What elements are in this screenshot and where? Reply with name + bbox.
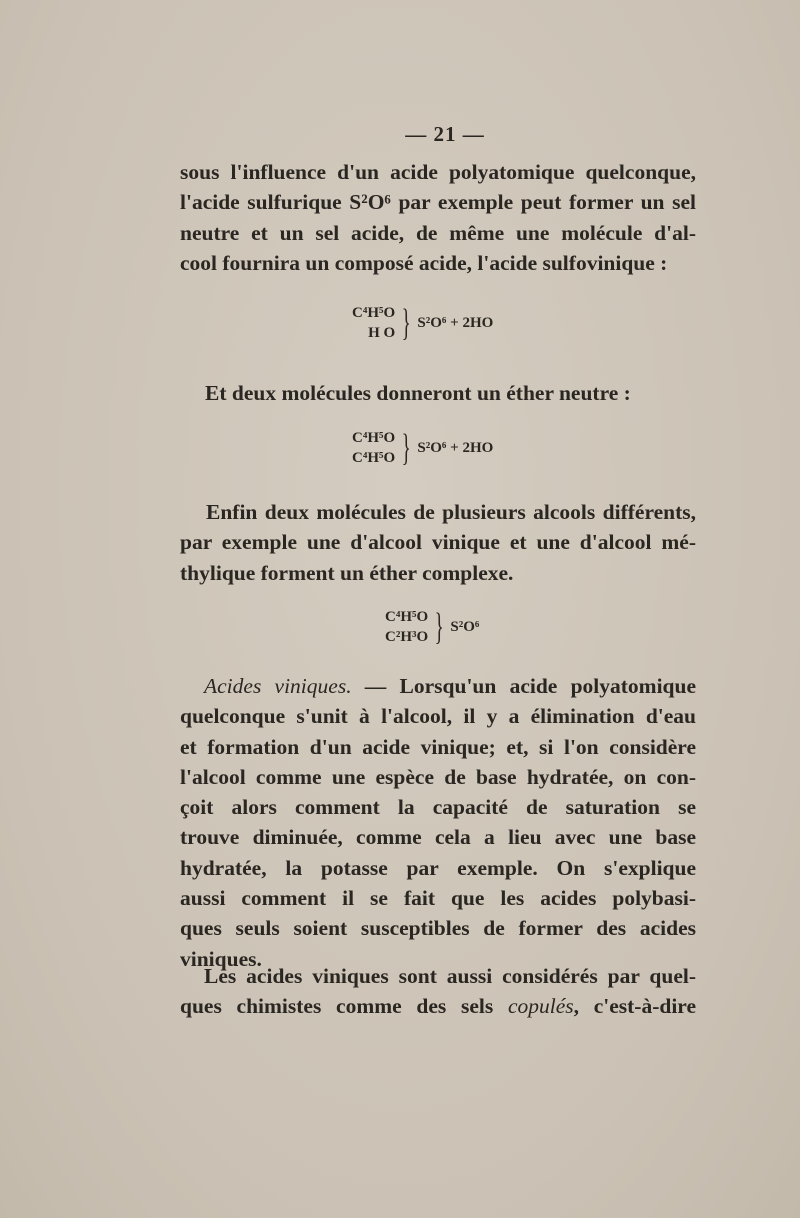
text-line: et formation d'un acide vinique; et, si l'on considère [180, 734, 696, 759]
formula-top: C⁴H⁵O [385, 609, 429, 625]
page-number: — 21 — [405, 122, 485, 146]
brace-icon: } [401, 302, 411, 344]
formula-radicals [385, 607, 428, 647]
formula-rhs: S²O⁶ + 2HO [417, 314, 494, 331]
formula-complex-ether [385, 607, 479, 647]
text-line: Les acides viniques sont aussi considérés par quel- [204, 964, 696, 988]
text-line [180, 671, 696, 701]
brace-icon: } [434, 606, 444, 648]
text-line: sous l'influence d'un acide polyatomique quelconque, [180, 160, 696, 184]
text-line: par exemple une d'alcool vinique et une d'alcool mé- [180, 530, 696, 555]
text-line: aussi comment il se fait que les acides polybasi- [180, 886, 696, 911]
text-line [180, 991, 696, 1021]
text-line: neutre et un sel acide, de même une molécule d'al- [180, 220, 696, 245]
formula-rhs: S²O⁶ [450, 618, 480, 635]
text-run: ques chimistes comme des sels [180, 994, 508, 1019]
text-line: quelconque s'unit à l'alcool, il y a élimination d'eau [180, 704, 696, 729]
formula-radicals [352, 303, 395, 343]
brace-icon: } [401, 427, 411, 469]
text-line: hydratée, la potasse par exemple. On s'explique [180, 855, 696, 880]
text-line: l'alcool comme une espèce de base hydratée, on con- [180, 764, 696, 789]
formula-bottom: H O [368, 325, 396, 341]
formula-bottom: C⁴H⁵O [352, 450, 396, 466]
formula-top: C⁴H⁵O [352, 430, 396, 446]
paragraph-2 [205, 378, 696, 408]
paragraph-4 [180, 671, 696, 974]
text-line: thylique forment un éther complexe. [180, 560, 514, 585]
paragraph-1 [180, 157, 696, 278]
paragraph-3 [180, 497, 696, 588]
text-line: trouve diminuée, comme cela a lieu avec une base [180, 825, 696, 850]
text-line: çoit alors comment la capacité de saturation se [180, 795, 696, 820]
text-run: — Lorsqu'un acide polyatomique [351, 674, 697, 698]
formula-radicals [352, 428, 395, 468]
emphasis: copulés [507, 994, 574, 1019]
formula-rhs: S²O⁶ + 2HO [417, 439, 494, 456]
formula-sulfovinic-acid [352, 303, 493, 343]
text-line: cool fournira un composé acide, l'acide sulfovinique : [180, 250, 668, 275]
paragraph-5 [180, 961, 696, 1022]
text-line: l'acide sulfurique S²O⁶ par exemple peut former un sel [180, 190, 696, 215]
formula-neutral-ether [352, 428, 493, 468]
formula-top: C⁴H⁵O [352, 305, 396, 321]
text-line: viniques. [180, 946, 262, 971]
formula-bottom: C²H³O [385, 629, 429, 645]
text-run: , c'est-à-dire [573, 994, 696, 1019]
text-line: Et deux molécules donneront un éther neutre : [205, 381, 631, 405]
section-title: Acides viniques. [204, 674, 352, 698]
text-line: ques seuls soient susceptibles de former des acides [180, 916, 696, 941]
text-line: Enfin deux molécules de plusieurs alcools différents, [206, 500, 696, 524]
